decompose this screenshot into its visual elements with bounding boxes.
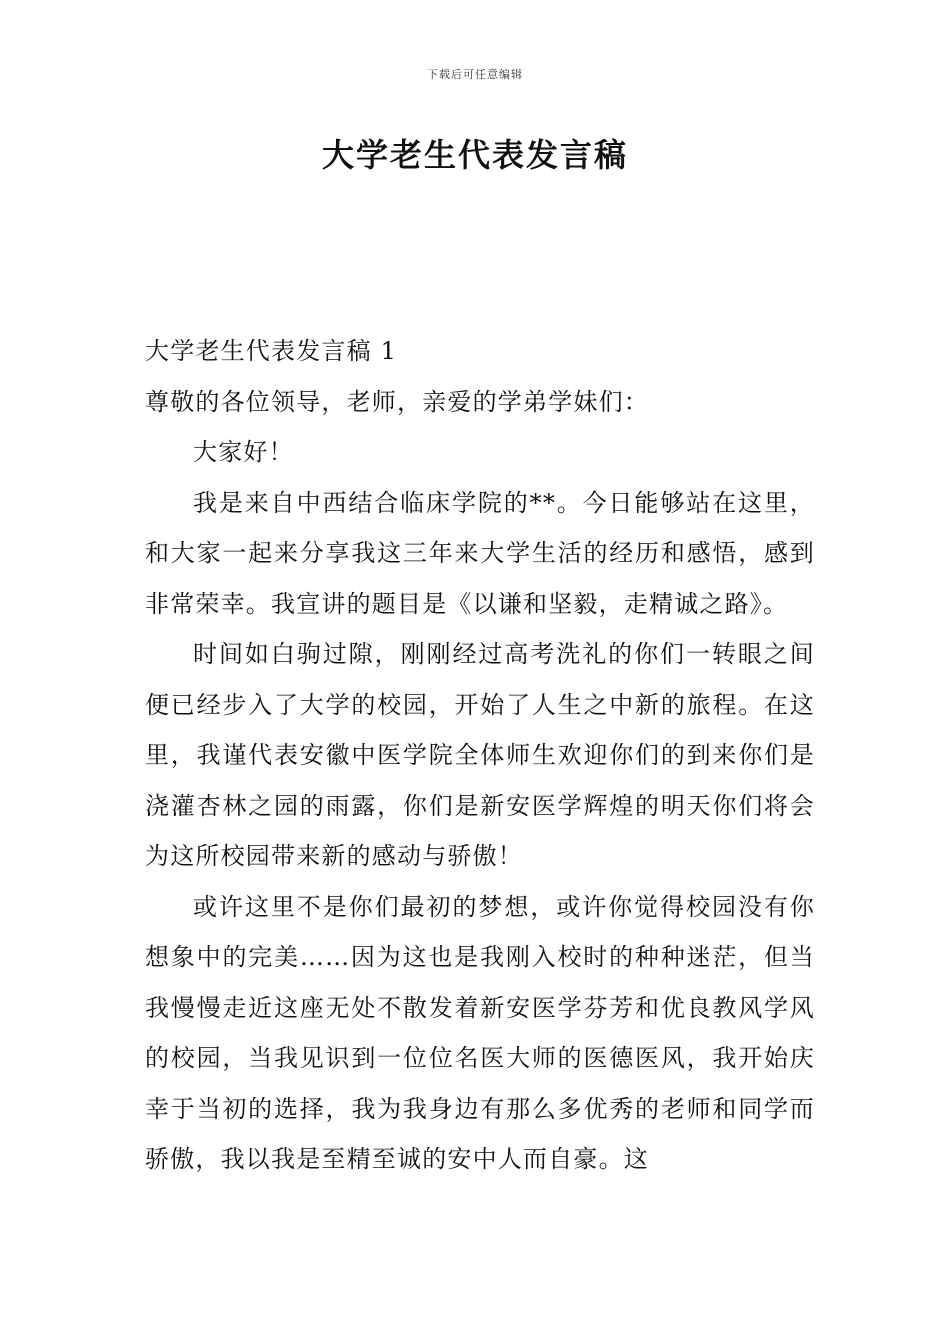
document-title: 大学老生代表发言稿 xyxy=(321,136,628,174)
paragraph-welcome: 时间如白驹过隙，刚刚经过高考洗礼的你们一转眼之间便已经步入了大学的校园，开始了人生之中新的旅程。在这里，我谨代表安徽中医学院全体师生欢迎你们的到来你们是浇灌杏林之园的雨露，你们是新安医学辉煌的明天你们将会为这所校园带来新的感动与骄傲！ xyxy=(145,640,815,870)
page-header-note: 下载后可任意编辑 xyxy=(427,68,523,81)
document-body xyxy=(145,326,815,1185)
salutation: 尊敬的各位领导，老师，亲爱的学弟学妹们： xyxy=(145,387,649,416)
paragraph-greeting: 大家好！ xyxy=(193,438,294,466)
paragraph-introduction: 我是来自中西结合临床学院的**。今日能够站在这里，和大家一起来分享我这三年来大学生活的经历和感悟，感到非常荣幸。我宣讲的题目是《以谦和坚毅，走精诚之路》。 xyxy=(145,488,815,618)
section-heading: 大学老生代表发言稿 1 xyxy=(145,337,398,365)
paragraph-reflection: 或许这里不是你们最初的梦想，或许你觉得校园没有你想象中的完美……因为这也是我刚入校时的种种迷茫，但当我慢慢走近这座无处不散发着新安医学芬芳和优良教风学风的校园，当我见识到一位位名医大师的医德医风，我开始庆幸于当初的选择，我为我身边有那么多优秀的老师和同学而骄傲，我以我是至精至诚的安中人而自豪。这 xyxy=(145,892,815,1173)
